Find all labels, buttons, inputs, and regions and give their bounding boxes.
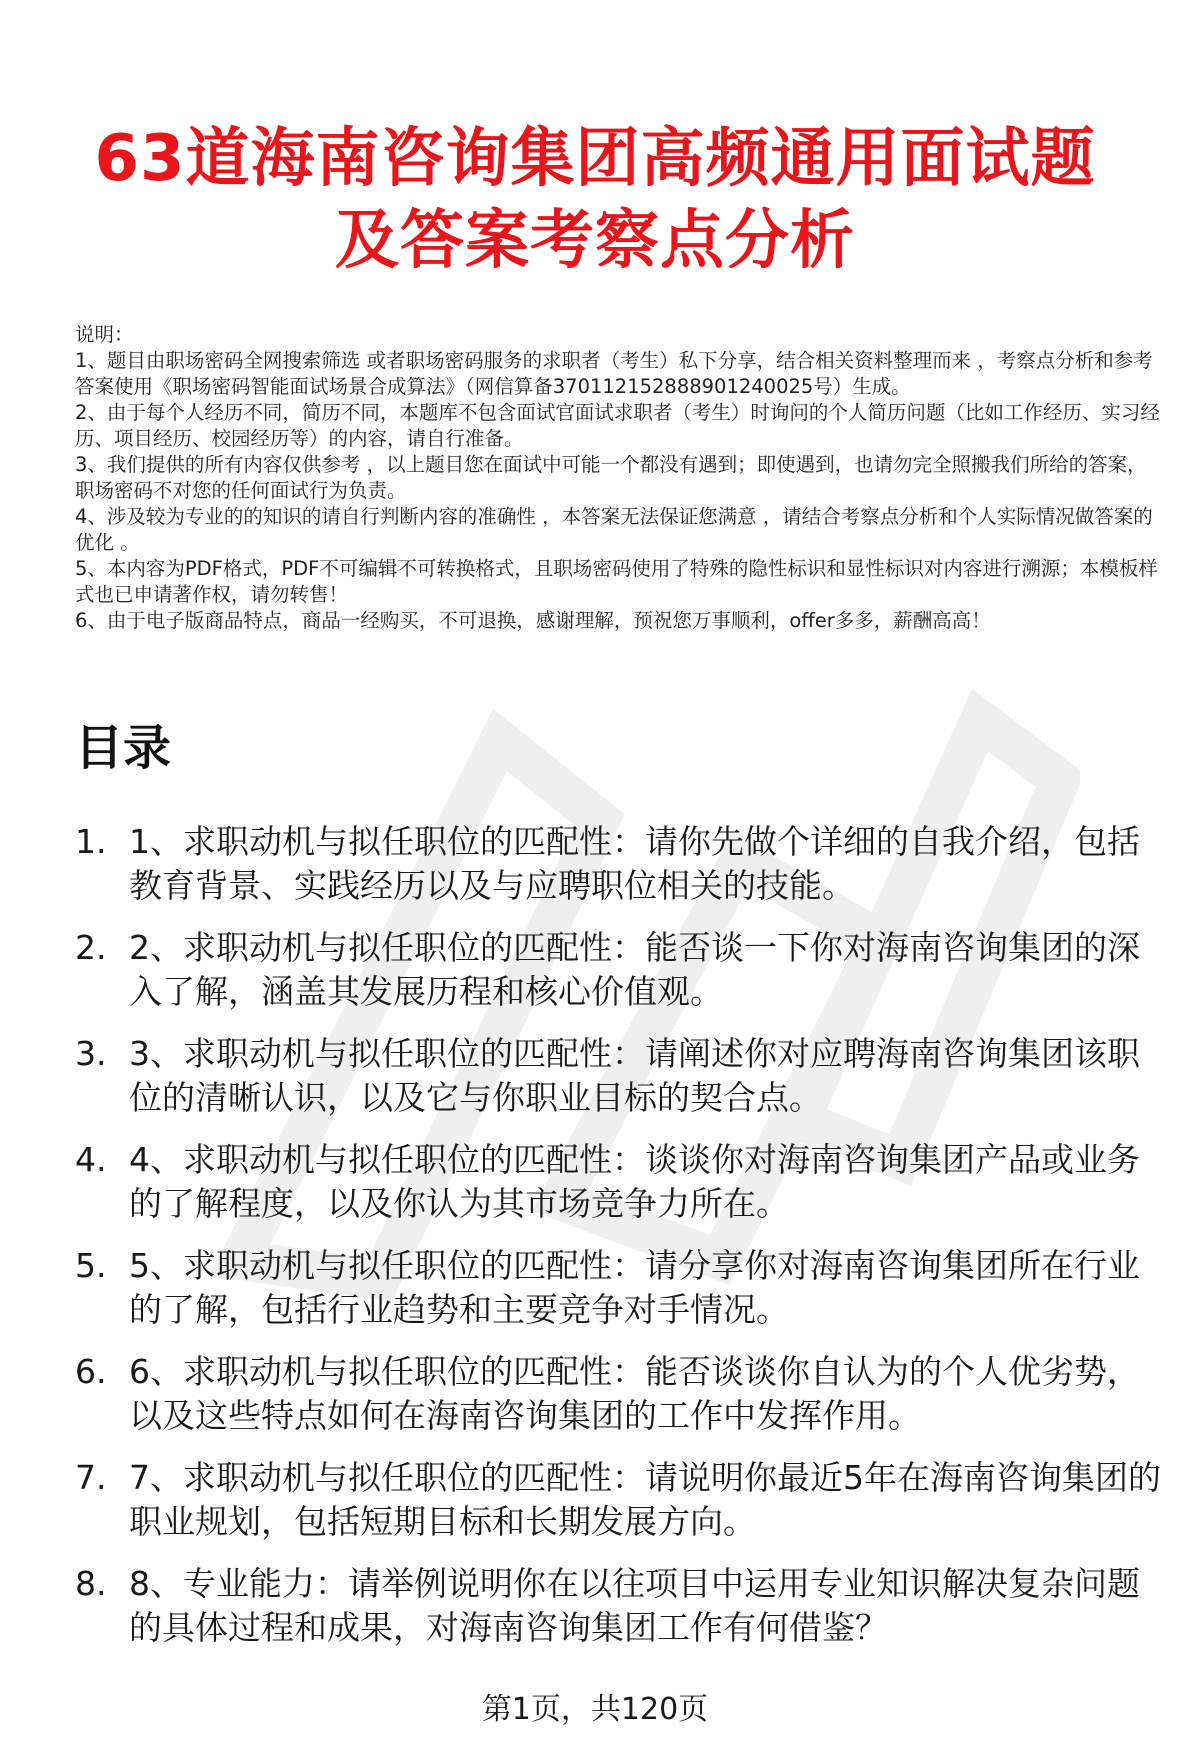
instruction-item: 4、涉及较为专业的的知识的请自行判断内容的准确性 ，本答案无法保证您满意 ，请结合考察点分析和个人实际情况做答案的优化 。	[75, 505, 1153, 554]
page-number: 第1页，共120页	[481, 1692, 709, 1727]
toc-item-text: 6、求职动机与拟任职位的匹配性：能否谈谈你自认为的个人优劣势，以及这些特点如何在海南咨询集团的工作中发挥作用。	[129, 1352, 1140, 1435]
toc-item-number: 3.	[75, 1034, 107, 1073]
toc-item[interactable]	[75, 1138, 1170, 1226]
title-line-1: 63道海南咨询集团高频通用面试题	[94, 122, 1096, 196]
toc-item-text: 7、求职动机与拟任职位的匹配性：请说明你最近5年在海南咨询集团的职业规划，包括短期目标和长期发展方向。	[129, 1458, 1161, 1541]
toc-item-text: 2、求职动机与拟任职位的匹配性：能否谈一下你对海南咨询集团的深入了解，涵盖其发展历程和核心价值观。	[129, 928, 1140, 1011]
instructions-section	[75, 322, 1165, 634]
toc-item-text: 8、专业能力：请举例说明你在以往项目中运用专业知识解决复杂问题的具体过程和成果，对海南咨询集团工作有何借鉴？	[129, 1564, 1140, 1647]
toc-list	[75, 820, 1170, 1668]
toc-item-number: 4.	[75, 1140, 107, 1179]
toc-heading: 目录	[75, 720, 172, 776]
toc-item-number: 8.	[75, 1564, 107, 1603]
toc-item-number: 6.	[75, 1352, 107, 1391]
toc-item-number: 2.	[75, 928, 107, 967]
instruction-item: 5、本内容为PDF格式，PDF不可编辑不可转换格式，且职场密码使用了特殊的隐性标识和显性标识对内容进行溯源；本模板样式也已申请著作权，请勿转售！	[75, 557, 1158, 606]
instructions-heading: 说明：	[75, 323, 134, 346]
page-title	[60, 118, 1130, 282]
instruction-item: 1、题目由职场密码全网搜索筛选 或者职场密码服务的求职者（考生）私下分享，结合相关资料整理而来 ，考察点分析和参考答案使用《职场密码智能面试场景合成算法》（网信算备370112152888901240025号）生成。	[75, 349, 1153, 398]
toc-item-text: 1、求职动机与拟任职位的匹配性：请你先做个详细的自我介绍，包括教育背景、实践经历以及与应聘职位相关的技能。	[129, 822, 1140, 905]
toc-item[interactable]	[75, 1456, 1170, 1544]
toc-item[interactable]	[75, 1244, 1170, 1332]
toc-item-text: 5、求职动机与拟任职位的匹配性：请分享你对海南咨询集团所在行业的了解，包括行业趋势和主要竞争对手情况。	[129, 1246, 1140, 1329]
toc-item-number: 5.	[75, 1246, 107, 1285]
toc-item-text: 3、求职动机与拟任职位的匹配性：请阐述你对应聘海南咨询集团该职位的清晰认识，以及它与你职业目标的契合点。	[129, 1034, 1140, 1117]
toc-item[interactable]	[75, 820, 1170, 908]
toc-item[interactable]	[75, 1350, 1170, 1438]
toc-item-number: 7.	[75, 1458, 107, 1497]
instruction-item: 6、由于电子版商品特点，商品一经购买，不可退换，感谢理解，预祝您万事顺利，offer多多，薪酬高高！	[75, 609, 991, 632]
toc-item-number: 1.	[75, 822, 107, 861]
toc-item[interactable]	[75, 926, 1170, 1014]
toc-item-text: 4、求职动机与拟任职位的匹配性：谈谈你对海南咨询集团产品或业务的了解程度，以及你认为其市场竞争力所在。	[129, 1140, 1140, 1223]
instruction-item: 3、我们提供的所有内容仅供参考 ，以上题目您在面试中可能一个都没有遇到；即使遇到，也请勿完全照搬我们所给的答案，职场密码不对您的任何面试行为负责。	[75, 453, 1147, 502]
title-line-2: 及答案考察点分析	[335, 204, 855, 278]
toc-item[interactable]	[75, 1562, 1170, 1650]
instruction-item: 2、由于每个人经历不同，简历不同，本题库不包含面试官面试求职者（考生）时询问的个人简历问题（比如工作经历、实习经历、项目经历、校园经历等）的内容，请自行准备。	[75, 401, 1160, 450]
toc-item[interactable]	[75, 1032, 1170, 1120]
